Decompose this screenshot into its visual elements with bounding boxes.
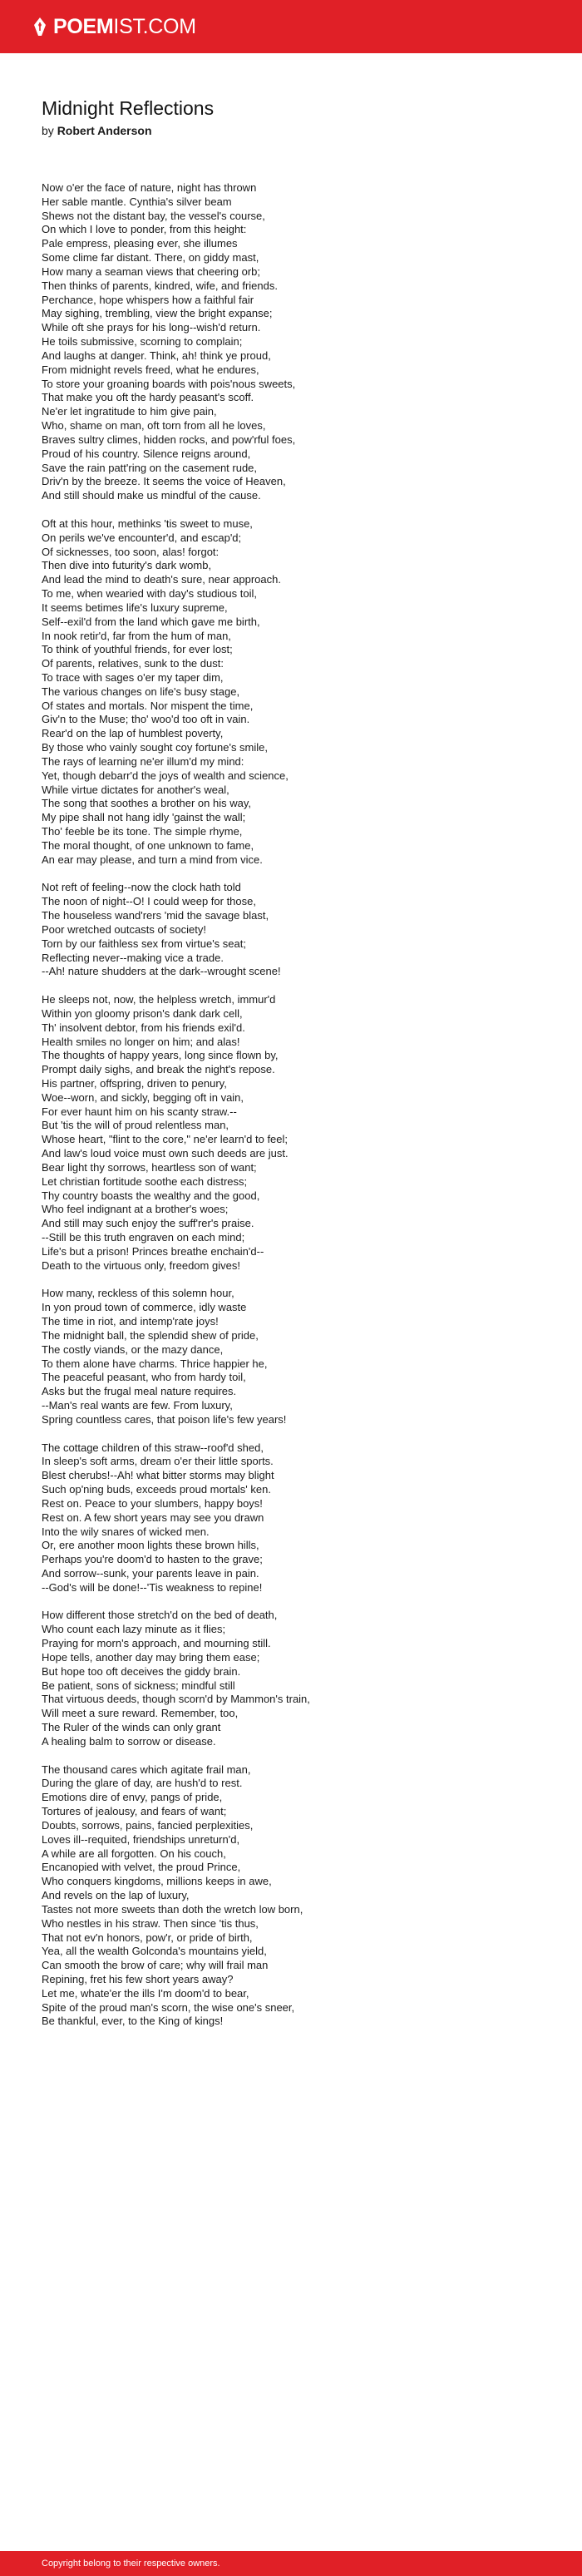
poem-line: It seems betimes life's luxury supreme, [42, 601, 228, 614]
author-name[interactable]: Robert Anderson [57, 124, 152, 137]
poem-title: Midnight Reflections [42, 97, 215, 119]
poem-line: The time in riot, and intemp'rate joys! [42, 1315, 219, 1328]
logo-text-bold: POEM [53, 14, 114, 38]
poem-line: Who count each lazy minute as it flies; [42, 1623, 226, 1636]
poem-line: Ne'er let ingratitude to him give pain, [42, 405, 217, 418]
poem-line: While oft she prays for his long--wish'd return. [42, 321, 261, 334]
poem-line: To think of youthful friends, for ever lost; [42, 643, 233, 656]
poem-line: The cottage children of this straw--roof'd shed, [42, 1441, 264, 1454]
poem-line: Then dive into futurity's dark womb, [42, 559, 212, 572]
copyright-text: Copyright belong to their respective owners. [42, 2559, 220, 2569]
poem-stanza [42, 881, 540, 979]
poem-line: The peaceful peasant, who from hardy toil, [42, 1371, 246, 1384]
poem-line: To them alone have charms. Thrice happier he, [42, 1357, 268, 1370]
poem-line: Tho' feeble be its tone. The simple rhyme, [42, 825, 243, 838]
poem-line: Rest on. A few short years may see you drawn [42, 1510, 264, 1524]
poem-line: The song that soothes a brother on his way, [42, 797, 251, 810]
poem-stanza [42, 1609, 540, 1748]
poem-line: The Ruler of the winds can only grant [42, 1721, 221, 1734]
poem-line: And sorrow--sunk, your parents leave in pain. [42, 1566, 259, 1580]
poem-line: May sighing, trembling, view the bright expanse; [42, 307, 273, 320]
poem-line: Of parents, relatives, sunk to the dust: [42, 657, 224, 670]
poem-line: Thy country boasts the wealthy and the good, [42, 1189, 260, 1202]
poem-line: Or, ere another moon lights these brown hills, [42, 1539, 259, 1552]
poem-line: Tortures of jealousy, and fears of want; [42, 1805, 227, 1818]
poem-line: That virtuous deeds, though scorn'd by Mammon's train, [42, 1693, 310, 1706]
poem-line: The rays of learning ne'er illum'd my mind: [42, 754, 244, 768]
poem-line: Such op'ning buds, exceeds proud mortals' ken. [42, 1483, 271, 1496]
poem-line: Rear'd on the lap of humblest poverty, [42, 727, 224, 740]
site-header [0, 0, 582, 53]
site-footer [0, 2551, 582, 2576]
poem-line: Of states and mortals. Nor mispent the time, [42, 699, 254, 712]
poem-stanza [42, 181, 540, 503]
poem-line: The thoughts of happy years, long since flown by, [42, 1049, 279, 1062]
poem-line: The thousand cares which agitate frail man, [42, 1763, 251, 1776]
poem-line: How many a seaman views that cheering orb; [42, 265, 261, 278]
poem-line: Hope tells, another day may bring them ease; [42, 1650, 260, 1664]
poem-line: And law's loud voice must own such deeds are just. [42, 1147, 289, 1160]
poem-line: Can smooth the brow of care; why will frail man [42, 1959, 269, 1972]
poem-line: The moral thought, of one unknown to fame, [42, 838, 254, 852]
poem-line: Oft at this hour, methinks 'tis sweet to muse, [42, 517, 253, 530]
poem-line: Woe--worn, and sickly, begging oft in vain, [42, 1090, 244, 1104]
poem-line: Repining, fret his few short years away? [42, 1973, 234, 1985]
poem-line: A healing balm to sorrow or disease. [42, 1734, 216, 1748]
poem-line: Who, shame on man, oft torn from all he loves, [42, 419, 266, 433]
poem-line: That not ev'n honors, pow'r, or pride of birth, [42, 1931, 253, 1944]
poem-line: Within yon gloomy prison's dank dark cell, [42, 1006, 243, 1020]
poem-line: Torn by our faithless sex from virtue's seat; [42, 937, 246, 950]
site-logo[interactable] [33, 14, 196, 38]
poem-line: --Still be this truth engraven on each mind; [42, 1231, 245, 1244]
poem-line: Encanopied with velvet, the proud Prince, [42, 1861, 241, 1874]
poem-line: Yea, all the wealth Golconda's mountains yield, [42, 1945, 267, 1958]
poem-line: Some clime far distant. There, on giddy mast, [42, 251, 259, 265]
poem-line: Who feel indignant at a brother's woes; [42, 1203, 229, 1216]
poem-line: By those who vainly sought coy fortune's smile, [42, 741, 269, 754]
poem-line: Praying for morn's approach, and mourning still. [42, 1637, 271, 1650]
poem-line: A while are all forgotten. On his couch, [42, 1847, 226, 1860]
poem-line: The various changes on life's busy stage, [42, 685, 240, 698]
poem-line: From midnight revels freed, what he endures, [42, 363, 259, 376]
poem-line: Now o'er the face of nature, night has thrown [42, 181, 257, 194]
poem-line: Asks but the frugal meal nature requires. [42, 1385, 237, 1398]
poem-line: On perils we've encounter'd, and escap'd; [42, 531, 242, 544]
poem-line: The houseless wand'rers 'mid the savage blast, [42, 909, 269, 922]
poem-line: --Man's real wants are few. From luxury, [42, 1399, 233, 1412]
poem-line: Doubts, sorrows, pains, fancied perplexities, [42, 1818, 254, 1832]
poem-line: Be patient, sons of sickness; mindful still [42, 1679, 235, 1692]
poem-line: Of sicknesses, too soon, alas! forgot: [42, 545, 219, 558]
poem-line: And lead the mind to death's sure, near approach. [42, 573, 281, 586]
poem-line: Giv'n to the Muse; tho' woo'd too oft in vain. [42, 713, 250, 726]
poem-line: Yet, though debarr'd the joys of wealth and science, [42, 769, 289, 782]
poem-line: Poor wretched outcasts of society! [42, 922, 206, 936]
poem-line: Perhaps you're doom'd to hasten to the grave; [42, 1553, 263, 1566]
poem-line: Emotions dire of envy, pangs of pride, [42, 1791, 223, 1804]
poem-line: Be thankful, ever, to the King of kings! [42, 2015, 224, 2028]
poem-line: Driv'n by the breeze. It seems the voice of Heaven, [42, 475, 286, 488]
poem-line: Save the rain patt'ring on the casement rude, [42, 461, 258, 474]
byline-prefix: by [42, 124, 54, 137]
poem-line: Spring countless cares, that poison life's few years! [42, 1412, 287, 1426]
poem-line: Prompt daily sighs, and break the night's repose. [42, 1063, 275, 1076]
poem-byline [42, 123, 540, 138]
poem-line: Not reft of feeling--now the clock hath told [42, 881, 241, 894]
poem-line: He sleeps not, now, the helpless wretch, immur'd [42, 993, 276, 1006]
poem-line: But hope too oft deceives the giddy brain. [42, 1664, 241, 1678]
logo-text-light: IST.COM [113, 14, 196, 38]
poem-line: Th' insolvent debtor, from his friends exil'd. [42, 1021, 245, 1034]
poem-line: Let me, whate'er the ills I'm doom'd to bear, [42, 1986, 249, 2000]
poem-stanza [42, 1287, 540, 1426]
poem-content [0, 53, 582, 2029]
poem-line: Let christian fortitude soothe each distress; [42, 1174, 248, 1188]
poem-stanza [42, 1763, 540, 2030]
poem-line: But 'tis the will of proud relentless man, [42, 1119, 229, 1132]
pen-nib-icon [33, 17, 47, 36]
poem-line: And revels on the lap of luxury, [42, 1889, 190, 1902]
poem-line: Pale empress, pleasing ever, she illumes [42, 237, 238, 250]
poem-line: --Ah! nature shudders at the dark--wrought scene! [42, 965, 281, 978]
poem-line: Her sable mantle. Cynthia's silver beam [42, 195, 232, 208]
poem-line: Tastes not more sweets than doth the wretch low born, [42, 1902, 303, 1916]
poem-line: For ever haunt him on his scanty straw.-- [42, 1105, 237, 1118]
poem-line: To me, when wearied with day's studious toil, [42, 587, 257, 601]
logo-text [53, 14, 196, 38]
poem-line: How different those stretch'd on the bed of death, [42, 1609, 278, 1622]
poem-line: Rest on. Peace to your slumbers, happy boys! [42, 1496, 263, 1510]
poem-line: Bear light thy sorrows, heartless son of want; [42, 1160, 257, 1174]
poem-line: Blest cherubs!--Ah! what bitter storms may blight [42, 1469, 274, 1482]
poem-stanza [42, 1441, 540, 1595]
poem-line: Braves sultry climes, hidden rocks, and pow'rful foes, [42, 433, 296, 446]
poem-line: To trace with sages o'er my taper dim, [42, 670, 224, 684]
poem-line: Whose heart, "flint to the core," ne'er learn'd to feel; [42, 1133, 289, 1146]
poem-body [42, 181, 540, 2029]
poem-line: Who conquers kingdoms, millions keeps in awe, [42, 1875, 272, 1888]
poem-line: Death to the virtuous only, freedom gives! [42, 1258, 240, 1272]
poem-line: In nook retir'd, far from the hum of man, [42, 629, 231, 642]
poem-line: Spite of the proud man's scorn, the wise one's sneer, [42, 2000, 295, 2014]
poem-line: An ear may please, and turn a mind from vice. [42, 853, 263, 866]
poem-line: Shews not the distant bay, the vessel's course, [42, 209, 265, 222]
poem-line: And still may such enjoy the suff'rer's praise. [42, 1217, 254, 1230]
poem-line: And still should make us mindful of the cause. [42, 489, 261, 502]
poem-stanza [42, 517, 540, 868]
poem-line: In sleep's soft arms, dream o'er their little sports. [42, 1455, 274, 1468]
poem-line: The costly viands, or the mazy dance, [42, 1342, 224, 1356]
poem-line: In yon proud town of commerce, idly waste [42, 1301, 247, 1314]
poem-line: Life's but a prison! Princes breathe enchain'd-- [42, 1244, 264, 1258]
poem-stanza [42, 993, 540, 1273]
poem-line: During the glare of day, are hush'd to rest. [42, 1777, 243, 1790]
poem-line: Loves ill--requited, friendships unreturn'd, [42, 1832, 240, 1846]
poem-line: Will meet a sure reward. Remember, too, [42, 1707, 239, 1720]
poem-line: Into the wily snares of wicked men. [42, 1525, 210, 1538]
poem-line: Perchance, hope whispers how a faithful fair [42, 293, 254, 306]
poem-line: The midnight ball, the splendid shew of pride, [42, 1328, 259, 1342]
poem-line: He toils submissive, scorning to complain; [42, 335, 243, 349]
poem-line: The noon of night--O! I could weep for those, [42, 895, 256, 908]
poem-line: That make you oft the hardy peasant's scoff. [42, 391, 254, 404]
poem-line: To store your groaning boards with pois'nous sweets, [42, 377, 296, 390]
poem-line: How many, reckless of this solemn hour, [42, 1287, 234, 1300]
poem-line: Reflecting never--making vice a trade. [42, 951, 224, 964]
poem-line: His partner, offspring, driven to penury, [42, 1077, 227, 1090]
poem-line: Health smiles no longer on him; and alas! [42, 1035, 240, 1048]
poem-line: While virtue dictates for another's weal, [42, 783, 229, 796]
poem-line: Proud of his country. Silence reigns around, [42, 447, 251, 460]
poem-line: My pipe shall not hang idly 'gainst the wall; [42, 811, 246, 824]
poem-line: Then thinks of parents, kindred, wife, and friends. [42, 279, 278, 292]
poem-line: Self--exil'd from the land which gave me birth, [42, 615, 260, 628]
poem-line: And laughs at danger. Think, ah! think ye proud, [42, 349, 271, 362]
poem-line: Who nestles in his straw. Then since 'tis thus, [42, 1916, 259, 1930]
poem-line: --God's will be done!--'Tis weakness to repine! [42, 1580, 263, 1594]
poem-line: On which I love to ponder, from this height: [42, 223, 247, 236]
